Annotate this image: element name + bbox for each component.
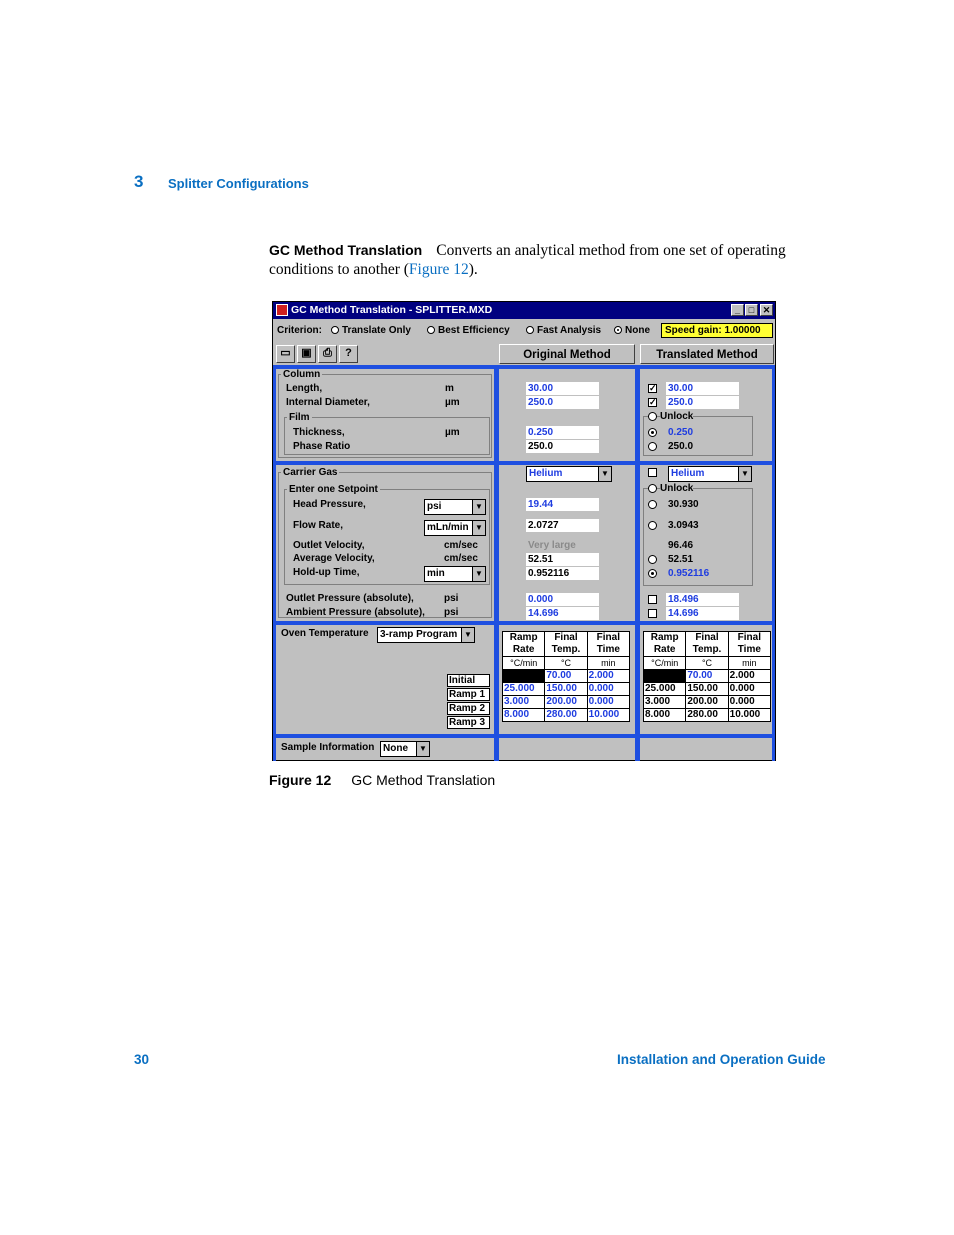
time-header: Final Time [587,632,629,657]
ambient-pressure-label: Ambient Pressure (absolute), [286,607,425,618]
trans-outlet-velocity: 96.46 [668,540,694,551]
figure-link[interactable]: Figure 12 [408,261,469,278]
divider [273,461,775,465]
table-cell[interactable]: 150.00 [545,683,587,696]
average-velocity-label: Average Velocity, [293,553,375,564]
ambient-pressure-checkbox[interactable] [648,609,657,618]
print-icon[interactable]: ⎙ [318,345,337,363]
length-label: Length, [286,383,323,394]
carrier-title: Carrier Gas [283,467,338,478]
id-label: Internal Diameter, [286,397,370,408]
intro-text: Converts an analytical method from one set of operating conditions to another ( [269,242,786,278]
table-cell: 8.000 [644,709,686,722]
divider [273,621,775,625]
head-radio[interactable] [648,500,657,509]
table-cell: 200.00 [686,696,728,709]
trans-holdup: 0.952116 [668,568,710,579]
chevron-down-icon: ▼ [461,628,474,642]
trans-thickness-field[interactable]: 0.250 [668,427,694,438]
divider [273,734,775,738]
time-header: Final Time [728,632,770,657]
criterion-bar [273,320,775,341]
row-label-ramp1: Ramp 1 [447,688,490,701]
phase-label: Phase Ratio [293,441,351,452]
orig-ambient-pressure-field[interactable]: 14.696 [526,607,599,620]
id-lock-checkbox[interactable]: ✓ [649,397,657,407]
table-cell: 0.000 [728,696,770,709]
rate-header: Ramp Rate [503,632,545,657]
trans-phase-field[interactable]: 250.0 [668,441,694,452]
outlet-pressure-checkbox[interactable] [648,595,657,604]
radio-fast-analysis[interactable]: Fast Analysis [526,325,601,336]
column-title: Column [283,369,321,380]
id-unit: µm [445,397,460,408]
table-cell[interactable]: 2.000 [587,670,629,683]
table-cell[interactable]: 8.000 [503,709,545,722]
chapter-number: 3 [134,172,144,191]
divider [772,365,775,761]
guide-title: Installation and Operation Guide [617,1052,826,1067]
intro-paragraph [269,241,789,279]
chevron-down-icon: ▼ [472,500,485,514]
table-cell [503,670,545,683]
orig-thickness-field[interactable]: 0.250 [526,426,599,439]
outlet-velocity-label: Outlet Velocity, [293,540,365,551]
divider [494,365,499,761]
table-cell: 10.000 [728,709,770,722]
head-unit-select[interactable]: psi ▼ [424,499,486,515]
orig-ramp-table [502,631,630,722]
row-label-ramp3: Ramp 3 [447,716,490,729]
chevron-down-icon: ▼ [738,467,751,481]
temp-header: Final Temp. [545,632,587,657]
table-cell[interactable]: 0.000 [587,683,629,696]
carrier-unlock-label: Unlock [660,483,694,494]
holdup-unit-select[interactable]: min ▼ [424,566,486,582]
oven-title: Oven Temperature [281,628,369,639]
intro-term: GC Method Translation [269,242,423,258]
outlet-pressure-unit: psi [444,593,459,604]
trans-gas-select[interactable]: Helium ▼ [668,466,752,482]
chevron-down-icon: ▼ [472,521,485,535]
chevron-down-icon: ▼ [416,742,429,756]
trans-flow: 3.0943 [668,520,699,531]
table-cell[interactable]: 70.00 [545,670,587,683]
app-icon [276,304,288,316]
temp-unit: °C [545,657,587,670]
orig-outlet-velocity: Very large [528,540,576,551]
temp-header: Final Temp. [686,632,728,657]
minimize-button[interactable]: _ [731,304,744,316]
divider [273,365,276,761]
avg-velocity-radio[interactable] [648,555,657,564]
carrier-unlock-radio[interactable] [648,484,657,493]
table-cell[interactable]: 0.000 [587,696,629,709]
table-cell: 70.00 [686,670,728,683]
orig-holdup-field[interactable]: 0.952116 [526,567,599,580]
phase-radio[interactable] [648,442,657,451]
head-pressure-label: Head Pressure, [293,499,366,510]
flow-rate-label: Flow Rate, [293,520,344,531]
table-cell[interactable]: 3.000 [503,696,545,709]
table-cell: 2.000 [728,670,770,683]
table-cell[interactable]: 200.00 [545,696,587,709]
trans-head: 30.930 [668,499,699,510]
film-title: Film [289,412,310,423]
table-cell[interactable]: 280.00 [545,709,587,722]
ambient-pressure-unit: psi [444,607,459,618]
flow-unit-select[interactable]: mLn/min ▼ [424,520,486,536]
rate-unit: °C/min [503,657,545,670]
radio-none[interactable]: None [614,325,650,336]
divider [273,365,775,369]
table-cell [644,670,686,683]
orig-length-field[interactable]: 30.00 [526,382,599,395]
length-lock-checkbox[interactable]: ✓ [649,383,657,393]
orig-gas-select[interactable]: Helium ▼ [526,466,612,482]
gas-lock-checkbox[interactable] [648,468,657,477]
figure-caption [269,772,495,788]
criterion-label: Criterion: [277,325,322,336]
table-cell: 0.000 [728,683,770,696]
time-unit: min [728,657,770,670]
title-bar [273,302,775,319]
orig-avg-velocity-field[interactable]: 52.51 [526,553,599,566]
orig-id-field[interactable]: 250.0 [526,396,599,409]
translated-method-header: Translated Method [640,344,774,364]
intro-end: ). [468,261,478,278]
chevron-down-icon: ▼ [598,467,611,481]
radio-best-efficiency[interactable]: Best Efficiency [427,325,510,336]
oven-program-select[interactable]: 3-ramp Program ▼ [377,627,475,643]
holdup-radio[interactable] [648,569,657,578]
page-number: 30 [134,1052,150,1067]
table-cell: 3.000 [644,696,686,709]
trans-ambient-pressure-field[interactable]: 14.696 [666,607,739,620]
orig-phase-field[interactable]: 250.0 [526,440,599,453]
trans-length-field[interactable]: 30.00 [666,382,739,395]
setpoint-title: Enter one Setpoint [289,484,378,495]
radio-translate-only[interactable]: Translate Only [331,325,411,336]
orig-flow-field[interactable]: 2.0727 [526,519,599,532]
trans-outlet-pressure-field[interactable]: 18.496 [666,593,739,606]
open-icon[interactable]: ▭ [276,345,295,363]
table-cell: 280.00 [686,709,728,722]
window-title: GC Method Translation - SPLITTER.MXD [291,304,493,316]
flow-radio[interactable] [648,521,657,530]
table-cell[interactable]: 25.000 [503,683,545,696]
table-cell[interactable]: 10.000 [587,709,629,722]
sample-info-select[interactable]: None ▼ [380,741,430,757]
temp-unit: °C [686,657,728,670]
help-icon[interactable]: ? [339,345,358,363]
row-label-initial: Initial [447,674,490,687]
sample-info-label: Sample Information [281,742,375,753]
orig-head-field[interactable]: 19.44 [526,498,599,511]
time-unit: min [587,657,629,670]
save-icon[interactable]: ▣ [297,345,316,363]
rate-header: Ramp Rate [644,632,686,657]
average-velocity-unit: cm/sec [444,553,478,564]
film-unlock-radio[interactable] [648,412,657,421]
figure-label: Figure 12 [269,772,332,788]
figure-text: GC Method Translation [351,772,496,788]
rate-unit: °C/min [644,657,686,670]
original-method-header: Original Method [499,344,635,364]
thickness-unit: µm [445,427,460,438]
trans-id-field[interactable]: 250.0 [666,396,739,409]
table-cell: 150.00 [686,683,728,696]
length-unit: m [445,383,454,394]
outlet-pressure-label: Outlet Pressure (absolute), [286,593,414,604]
speed-gain: Speed gain: 1.00000 [661,323,773,338]
maximize-button[interactable]: □ [745,304,758,316]
chevron-down-icon: ▼ [472,567,485,581]
chapter-title: Splitter Configurations [168,176,309,191]
film-unlock-label: Unlock [660,411,694,422]
table-cell: 25.000 [644,683,686,696]
trans-ramp-table [643,631,771,722]
divider [635,365,640,761]
thickness-label: Thickness, [293,427,345,438]
trans-avg-velocity: 52.51 [668,554,694,565]
row-label-ramp2: Ramp 2 [447,702,490,715]
orig-outlet-pressure-field[interactable]: 0.000 [526,593,599,606]
holdup-time-label: Hold-up Time, [293,567,360,578]
gc-method-window [272,301,776,761]
close-button[interactable]: ✕ [760,304,773,316]
outlet-velocity-unit: cm/sec [444,540,478,551]
thickness-radio[interactable] [648,428,657,437]
